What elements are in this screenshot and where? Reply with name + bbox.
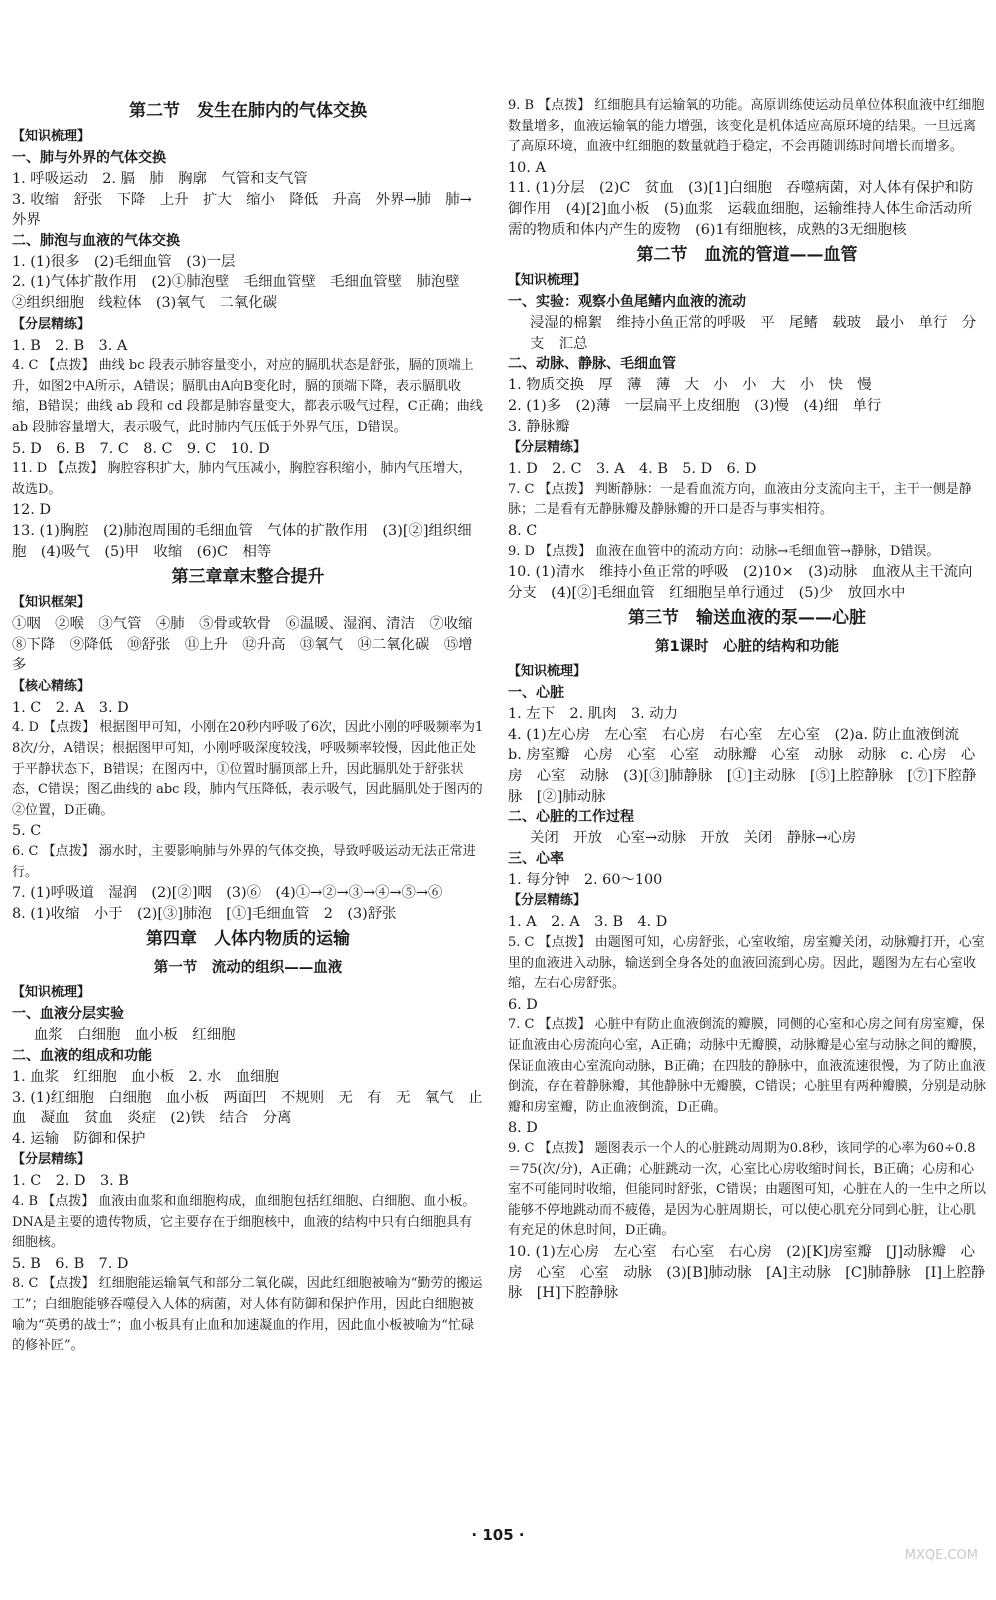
left-column bbox=[12, 96, 487, 1357]
answer-line: 10. A bbox=[508, 159, 546, 176]
section-title: 第三章章末整合提升 bbox=[171, 567, 325, 588]
tag-knowledge: 【知识梳理】 bbox=[12, 129, 91, 144]
answer-note: 5. C 【点拨】 由题图可知，心房舒张，心室收缩，房室瓣关闭，动脉瓣打开，心室里的血液进入动脉，输送到全身各处的血液回流到心房。因此，题图为左右心室收缩，左右心房舒张。 bbox=[508, 935, 985, 992]
answer-line: 5. C bbox=[12, 823, 42, 840]
tag-practice: 【分层精练】 bbox=[508, 440, 587, 456]
answer-note: 9. B 【点拨】 红细胞具有运输氧的功能。高原训练使运动员单位体积血液中红细胞数量增多，血液运输氧的能力增强，该变化是机体适应高原环境的结果。一旦远离了高原环境，血液中红细胞的数量就趋于稳定，不会再随训练时间增长而增多。 bbox=[508, 98, 985, 155]
answer-note: 9. D 【点拨】 血液在血管中的流动方向：动脉→毛细血管→静脉，D错误。 bbox=[508, 543, 940, 559]
tag-practice: 【分层精练】 bbox=[12, 1152, 91, 1168]
subsection-heading: 二、肺泡与血液的气体交换 bbox=[12, 232, 180, 249]
subsection-heading: 一、肺与外界的气体交换 bbox=[12, 150, 166, 166]
answer-line: 1. 每分钟 2. 60～100 bbox=[508, 871, 663, 888]
answer-line: 1. A 2. A 3. B 4. D bbox=[508, 914, 668, 931]
answer-line: 关闭 开放 心室→动脉 开放 关闭 静脉→心房 bbox=[530, 830, 857, 847]
right-column bbox=[508, 96, 986, 1304]
answer-line: 3. (1)红细胞 白细胞 血小板 两面凹 不规则 无 有 无 氧气 止血 凝血 贫血 炎症 (2)铁 结合 分离 bbox=[12, 1089, 483, 1127]
answer-line: 13. (1)胸腔 (2)肺泡周围的毛细血管 气体的扩散作用 (3)[②]组织细胞 (4)吸气 (5)甲 收缩 (6)C 相等 bbox=[12, 522, 472, 560]
section-title: 第一节 流动的组织——血液 bbox=[153, 960, 343, 977]
tag-knowledge: 【知识梳理】 bbox=[12, 985, 91, 1001]
chapter-title: 第四章 人体内物质的运输 bbox=[146, 929, 350, 950]
answer-line: 3. 静脉瓣 bbox=[508, 418, 570, 435]
answer-note: 4. D 【点拨】 根据图甲可知，小刚在20秒内呼吸了6次，因此小刚的呼吸频率为18次/分，A错误；根据图甲可知，小刚呼吸深度较浅，呼吸频率较慢，因此他正处于平静状态下，B错误；在图丙中，①位置时膈顶部上升，因此膈肌处于舒张状态，C错误；图乙曲线的 abc 段，肺内气压降低，表示吸气，因此膈肌处于图丙的②位置，D正确。 bbox=[12, 720, 484, 818]
answer-line: 8. (1)收缩 小于 (2)[③]肺泡 [①]毛细血管 2 (3)舒张 bbox=[12, 905, 397, 922]
answer-line: 5. D 6. B 7. C 8. C 9. C 10. D bbox=[12, 440, 270, 457]
answer-line: 1. C 2. D 3. B bbox=[12, 1173, 129, 1190]
tag-knowledge: 【知识梳理】 bbox=[508, 664, 587, 680]
tag-practice: 【分层精练】 bbox=[12, 316, 91, 332]
answer-line: 10. (1)清水 维持小鱼正常的呼吸 (2)10× (3)动脉 血液从主干流向分支 (4)[②]毛细血管 红细胞呈单行通过 (5)少 放回水中 bbox=[508, 564, 973, 601]
answer-note: 8. C 【点拨】 红细胞能运输氧气和部分二氧化碳，因此红细胞被喻为“勤劳的搬运工”；白细胞能够吞噬侵入人体的病菌，对人体有防御和保护作用，因此白细胞被喻为“英勇的战士”；血小板具有止血和加速凝血的作用，因此血小板被喻为“忙碌的修补匠”。 bbox=[12, 1276, 483, 1354]
answer-note: 7. C 【点拨】 心脏中有防止血液倒流的瓣膜，同侧的心室和心房之间有房室瓣，保证血液由心房流向心室，A正确；动脉中无瓣膜，动脉瓣是心室与动脉之间的瓣膜，保证血液由心室流向动脉，B正确；在四肢的静脉中，血液流速很慢，为了防止血液倒流，存在着静脉瓣，其他静脉中无瓣膜，C错误；心脏里有两种瓣膜，分别是动脉瓣和房室瓣，防止血液倒流，D正确。 bbox=[508, 1017, 986, 1115]
answer-line: 浸湿的棉絮 维持小鱼正常的呼吸 平 尾鳍 载玻 最小 单行 分支 汇总 bbox=[530, 315, 977, 352]
answer-line: 2. (1)多 (2)薄 一层扁平上皮细胞 (3)慢 (4)细 单行 bbox=[508, 397, 882, 414]
answer-line: 1. D 2. C 3. A 4. B 5. D 6. D bbox=[508, 461, 757, 478]
answer-line: 7. (1)呼吸道 湿润 (2)[②]咽 (3)⑥ (4)①→②→③→④→⑤→⑥ bbox=[12, 885, 443, 902]
answer-line: 1. B 2. B 3. A bbox=[12, 337, 128, 354]
answer-line: 1. 物质交换 厚 薄 薄 大 小 小 大 小 快 慢 bbox=[508, 377, 872, 394]
lesson-title: 第1课时 心脏的结构和功能 bbox=[654, 639, 840, 656]
answer-line: 1. 呼吸运动 2. 膈 肺 胸廓 气管和支气管 bbox=[12, 171, 308, 187]
answer-line: 血浆 白细胞 血小板 红细胞 bbox=[34, 1027, 236, 1044]
answer-line: ①咽 ②喉 ③气管 ④肺 ⑤骨或软骨 ⑥温暖、湿润、清洁 ⑦收缩 ⑧下降 ⑨降低 ⑩舒张 ⑪上升 ⑫升高 ⑬氧气 ⑭二氧化碳 ⑮增多 bbox=[12, 616, 487, 674]
section-title: 第二节 发生在肺内的气体交换 bbox=[129, 101, 367, 121]
answer-note: 4. C 【点拨】 曲线 bc 段表示肺容量变小，对应的膈肌状态是舒张，膈的顶端上升，如图2中A所示，A错误；膈肌由A向B变化时，膈的顶端下降，表示膈肌收缩，B错误；曲线 ab 段和 cd 段都是肺容量变大，都表示吸气过程，C正确；曲线 ab 段肺容量增大，表示吸气，此时肺内气压低于外界气压，D错误。 bbox=[12, 358, 487, 435]
section-title: 第三节 输送血液的泵——心脏 bbox=[628, 608, 866, 629]
answer-line: 11. (1)分层 (2)C 贫血 (3)[1]白细胞 吞噬病菌，对人体有保护和防御作用 (4)[2]血小板 (5)血浆 运载血细胞，运输维持人体生命活动所需的物质和体内产生的废物 (6)1有细胞核，成熟的3无细胞核 bbox=[508, 180, 974, 238]
answer-line: 4. 运输 防御和保护 bbox=[12, 1130, 146, 1147]
answer-line: 8. D bbox=[508, 1120, 538, 1137]
answer-note: 4. B 【点拨】 血液由血浆和血细胞构成，血细胞包括红细胞、白细胞、血小板。DNA是主要的遗传物质，它主要存在于细胞核中，血液的结构中只有白细胞具有细胞核。 bbox=[12, 1193, 476, 1251]
tag-core-practice: 【核心精练】 bbox=[12, 678, 91, 694]
answer-note: 9. C 【点拨】 题图表示一个人的心脏跳动周期为0.8秒，该同学的心率为60÷0.8＝75(次/分)，A正确；心脏跳动一次，心室比心房收缩时间长，B正确；心房和心室不可能同时收缩，但能同时舒张，C错误；由题图可知，心脏在人的一生中之所以能够不停地跳动而不疲倦，是因为心脏周期长，可以使心肌充分同到心脏，让心肌有充足的休息时间，D正确。 bbox=[508, 1140, 986, 1239]
answer-line: 1. (1)很多 (2)毛细血管 (3)一层 bbox=[12, 253, 236, 270]
tag-framework: 【知识框架】 bbox=[12, 595, 91, 611]
answer-line: 8. C bbox=[508, 522, 538, 539]
answer-line: 1. 左下 2. 肌肉 3. 动力 bbox=[508, 706, 679, 723]
answer-line: 3. 收缩 舒张 下降 上升 扩大 缩小 降低 升高 外界→肺 肺→外界 bbox=[12, 191, 472, 229]
subsection-heading: 二、血液的组成和功能 bbox=[12, 1048, 152, 1064]
answer-line: 1. 血浆 红细胞 血小板 2. 水 血细胞 bbox=[12, 1069, 279, 1085]
answer-line: 6. D bbox=[508, 996, 538, 1013]
subsection-heading: 一、实验：观察小鱼尾鳍内血液的流动 bbox=[508, 294, 746, 311]
subsection-heading: 一、血液分层实验 bbox=[12, 1006, 124, 1023]
section-title: 第二节 血流的管道——血管 bbox=[636, 245, 858, 266]
answer-line: 2. (1)气体扩散作用 (2)①肺泡壁 毛细血管壁 毛细血管壁 肺泡壁 ②组织细胞 线粒体 (3)氧气 二氧化碳 bbox=[12, 274, 475, 311]
subsection-heading: 三、心率 bbox=[508, 850, 564, 867]
answer-note: 11. D 【点拨】 胸腔容积扩大，肺内气压减小，胸腔容积缩小，肺内气压增大，故选D。 bbox=[12, 461, 472, 497]
answer-line: 12. D bbox=[12, 502, 51, 519]
answer-line: 4. (1)左心房 左心室 右心房 右心室 左心室 (2)a. 防止血液倒流 b. 房室瓣 心房 心室 心室 动脉瓣 心室 动脉 动脉 c. 心房 心房 心室 动脉 (3)[③]肺静脉 [①]主动脉 [⑤]上腔静脉 [⑦]下腔静脉 [②]肺动脉 bbox=[508, 726, 977, 805]
answer-note: 6. C 【点拨】 溺水时，主要影响肺与外界的气体交换，导致呼吸运动无法正常进行。 bbox=[12, 844, 476, 880]
subsection-heading: 二、动脉、静脉、毛细血管 bbox=[508, 356, 676, 373]
subsection-heading: 一、心脏 bbox=[508, 685, 564, 702]
answer-note: 7. C 【点拨】 判断静脉：一是看血流方向，血液由分支流向主干，主干一侧是静脉；二是看有无静脉瓣及静脉瓣的开口是否与事实相符。 bbox=[508, 481, 972, 518]
subsection-heading: 二、心脏的工作过程 bbox=[508, 809, 634, 826]
page-number: · 105 · bbox=[471, 1526, 525, 1544]
answer-line: 5. B 6. B 7. D bbox=[12, 1255, 129, 1272]
answer-line: 10. (1)左心房 左心室 右心室 右心房 (2)[K]房室瓣 [J]动脉瓣 心房 心室 心室 动脉 (3)[B]肺动脉 [A]主动脉 [C]肺静脉 [I]上腔静脉 [H]下腔静脉 bbox=[508, 1243, 986, 1302]
answer-line: 1. C 2. A 3. D bbox=[12, 699, 129, 716]
tag-knowledge: 【知识梳理】 bbox=[508, 273, 587, 289]
watermark: MXQE.COM bbox=[904, 1548, 978, 1563]
tag-practice: 【分层精练】 bbox=[508, 893, 587, 909]
